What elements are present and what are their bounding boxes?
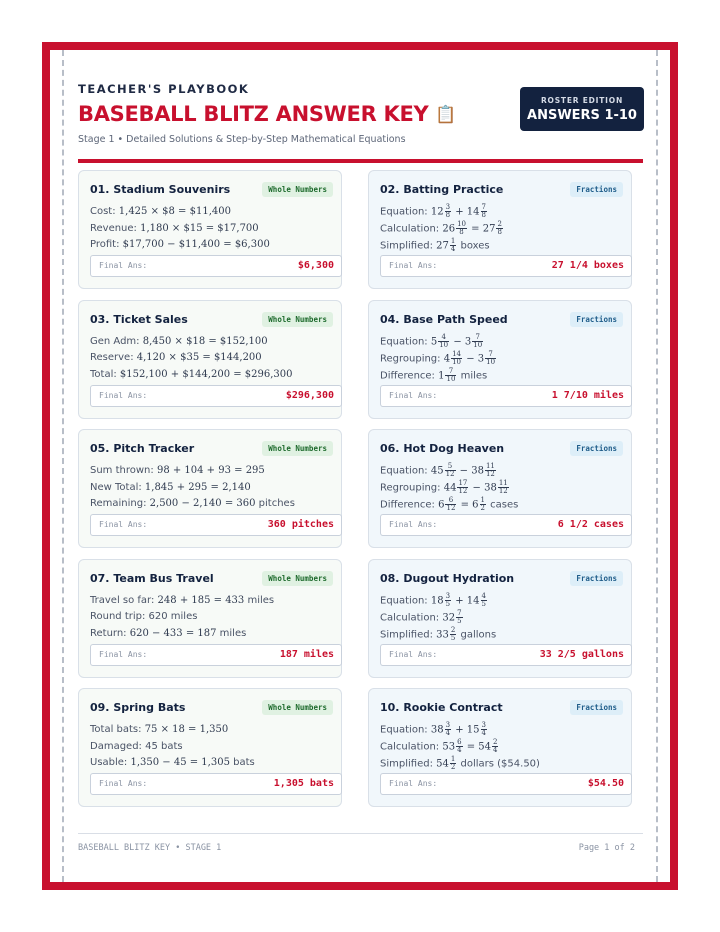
fraction-numerator: 4 (438, 334, 449, 342)
fraction-numerator: 7 (472, 334, 483, 342)
solution-steps (90, 463, 295, 513)
math-expression: + 14 (452, 206, 480, 218)
problem-title: 07. Team Bus Travel (90, 571, 214, 585)
fraction (496, 221, 502, 236)
category-tag: Whole Numbers (262, 441, 333, 456)
fraction-denominator: 10 (486, 357, 496, 366)
final-answer-value: $6,300 (297, 260, 334, 271)
solution-step (380, 593, 496, 610)
clipboard-icon: 📋 (435, 105, 457, 125)
final-answer-label: Final Ans: (99, 261, 148, 270)
math-expression: 53 (442, 741, 456, 753)
fraction (456, 221, 467, 236)
step-text: New Total: (90, 481, 145, 493)
fraction-numerator: 3 (445, 203, 451, 211)
fraction-numerator: 2 (497, 220, 502, 228)
solution-step (90, 626, 274, 643)
solution-step (90, 755, 255, 772)
fraction (498, 480, 509, 495)
math-expression: − 3 (450, 336, 472, 348)
math-expression: − 3 (463, 353, 485, 365)
final-answer-value: 1,305 bats (273, 778, 334, 790)
solution-step (90, 367, 293, 384)
problem-card (368, 688, 632, 807)
problem-card (78, 300, 342, 419)
fraction-denominator: 10 (446, 374, 456, 383)
category-tag: Fractions (570, 182, 623, 197)
math-expression: 26 (442, 223, 456, 235)
math-expression: 45 (430, 465, 444, 477)
math-expression: 1,425 × $8 = $11,400 (118, 206, 231, 217)
problem-card (78, 170, 342, 289)
solution-step (380, 238, 504, 255)
math-expression: 1,350 − 45 = 1,305 (130, 757, 230, 769)
fraction-denominator: 8 (459, 228, 464, 236)
fraction (445, 593, 451, 608)
math-expression: − 38 (469, 482, 497, 494)
step-text: Usable: (90, 757, 131, 769)
fraction (485, 463, 496, 478)
math-expression: 2,500 − 2,140 = 360 (149, 498, 256, 510)
step-text: Cost: (90, 206, 119, 217)
step-text: Equation: (380, 336, 431, 348)
category-tag: Whole Numbers (262, 700, 333, 715)
fraction-denominator: 5 (457, 616, 462, 625)
problem-title: 01. Stadium Souvenirs (90, 183, 231, 196)
fraction (445, 204, 451, 219)
math-expression: = 54 (463, 741, 492, 753)
solution-step (380, 204, 504, 221)
fraction (480, 497, 486, 512)
final-answer-box (90, 255, 342, 277)
fraction-numerator: 6 (457, 738, 462, 747)
fraction (481, 204, 487, 219)
problem-card (368, 559, 632, 678)
header (78, 82, 644, 145)
final-answer-box (90, 385, 342, 407)
step-text: Simplified: (380, 240, 437, 252)
final-answer-box (90, 514, 342, 536)
solution-step (90, 480, 295, 497)
math-expression: = 27 (468, 223, 496, 235)
solution-step (380, 351, 497, 368)
math-expression: 1 (438, 370, 445, 382)
fraction-numerator: 2 (450, 625, 456, 634)
fraction-denominator: 12 (446, 504, 456, 513)
step-text: Damaged: 45 bats (90, 740, 183, 752)
fraction (492, 739, 498, 754)
solution-step (90, 204, 270, 221)
step-text: Difference: (380, 370, 439, 382)
problem-card (78, 688, 342, 807)
edition-badge (520, 87, 644, 131)
solution-step (90, 221, 270, 238)
fraction-denominator: 8 (497, 228, 502, 236)
final-answer-box (380, 514, 632, 536)
fraction-numerator: 4 (481, 591, 486, 600)
step-text: miles (244, 594, 275, 606)
final-answer-value: $54.50 (587, 778, 624, 790)
math-expression: $152,100 + $144,200 = $296,300 (119, 368, 293, 380)
category-tag: Fractions (570, 700, 623, 715)
problem-card (368, 300, 632, 419)
solution-step (90, 739, 255, 756)
math-expression: 32 (442, 612, 456, 624)
step-text: boxes (457, 240, 490, 252)
fraction (451, 351, 462, 366)
final-answer-label: Final Ans: (389, 779, 438, 789)
solution-step (380, 739, 540, 756)
problem-title: 06. Hot Dog Heaven (380, 442, 505, 456)
solution-step (380, 627, 496, 644)
step-text: Equation: (380, 724, 431, 736)
final-answer-label: Final Ans: (99, 390, 148, 400)
fraction (481, 593, 487, 608)
fraction-denominator: 12 (458, 487, 468, 496)
category-tag: Whole Numbers (262, 312, 333, 327)
math-expression: 33 (436, 629, 449, 641)
solution-steps (380, 334, 497, 385)
solution-step (380, 756, 540, 773)
solution-step (380, 480, 518, 497)
final-answer-label: Final Ans: (99, 649, 148, 659)
step-text: Equation: (380, 465, 431, 477)
solution-steps (380, 463, 518, 514)
math-expression: 4,120 × $35 = $144,200 (136, 352, 262, 364)
math-expression: 1,180 × $15 = $17,700 (140, 222, 259, 234)
final-answer-label: Final Ans: (389, 390, 438, 400)
math-expression: 75 × 18 = 1,350 (144, 724, 229, 736)
math-expression: 27 (436, 240, 449, 252)
final-answer-box (380, 773, 632, 795)
fraction-denominator: 12 (445, 470, 455, 479)
fraction-denominator: 8 (445, 211, 451, 219)
fraction-denominator: 4 (445, 729, 451, 738)
fraction-denominator: 4 (481, 729, 486, 738)
final-answer-value: 187 miles (279, 648, 334, 660)
problem-title: 10. Rookie Contract (380, 701, 503, 715)
fraction-numerator: 3 (481, 721, 486, 730)
fraction (445, 497, 456, 512)
math-expression: 12 (430, 206, 444, 218)
page-subtitle: Stage 1 • Detailed Solutions & Step-by-Step Mathematical Equations (78, 134, 406, 145)
solution-step (90, 593, 274, 610)
step-text: Total: (90, 368, 120, 380)
final-answer-box (90, 773, 342, 795)
fraction-denominator: 12 (485, 470, 495, 479)
final-answer-box (380, 644, 632, 666)
fraction (438, 334, 449, 349)
problem-title: 02. Batting Practice (380, 183, 504, 196)
solution-steps (90, 593, 274, 643)
solution-step (90, 237, 270, 254)
final-answer-box (380, 255, 632, 277)
math-expression: $17,700 − $11,400 = $6,300 (122, 239, 270, 250)
step-text: Gen Adm: (90, 335, 143, 347)
solution-step (380, 497, 518, 514)
problem-card (78, 559, 342, 678)
fraction (481, 722, 487, 737)
solution-steps (380, 204, 504, 255)
fraction-numerator: 10 (457, 220, 466, 228)
math-expression: 1,845 + 295 = 2,140 (144, 481, 251, 493)
final-answer-label: Final Ans: (99, 779, 148, 789)
problem-card (368, 429, 632, 548)
fraction (450, 238, 456, 253)
fraction-numerator: 3 (445, 591, 451, 600)
problem-title: 04. Base Path Speed (380, 312, 508, 326)
problem-title: 09. Spring Bats (90, 701, 186, 715)
page-title-text: BASEBALL BLITZ ANSWER KEY (78, 102, 429, 126)
category-tag: Fractions (570, 571, 623, 586)
final-answer-box (90, 644, 342, 666)
step-text: Reserve: (90, 352, 137, 364)
fraction-denominator: 2 (450, 763, 456, 772)
final-answer-value: $296,300 (285, 389, 334, 401)
solution-step (90, 722, 255, 739)
solution-steps (90, 722, 255, 772)
solution-step (90, 463, 295, 480)
fraction-denominator: 5 (450, 633, 456, 642)
math-expression: 38 (430, 724, 444, 736)
fraction-denominator: 2 (480, 504, 485, 513)
math-expression: − 38 (456, 465, 484, 477)
footer-page-number: Page 1 of 2 (578, 843, 635, 853)
solution-steps (380, 722, 540, 773)
step-text: Revenue: (90, 222, 141, 234)
math-expression: + 14 (452, 595, 480, 607)
problem-card (368, 170, 632, 289)
fraction-numerator: 17 (458, 479, 468, 488)
fraction (485, 351, 496, 366)
math-expression: 18 (430, 595, 444, 607)
solution-step (90, 350, 293, 367)
fraction-numerator: 5 (445, 463, 456, 471)
problem-title: 08. Dugout Hydration (380, 571, 515, 585)
final-answer-label: Final Ans: (389, 649, 438, 659)
category-tag: Whole Numbers (262, 571, 333, 586)
fraction-numerator: 7 (481, 203, 486, 211)
step-text: miles (216, 627, 247, 639)
fraction-numerator: 3 (445, 721, 451, 730)
fraction-numerator: 11 (485, 462, 495, 471)
final-answer-value: 27 1/4 boxes (551, 260, 624, 271)
footer-left: BASEBALL BLITZ KEY • STAGE 1 (78, 843, 222, 853)
solution-step (380, 334, 497, 351)
math-expression: 620 − 433 = 187 (129, 627, 217, 639)
fraction-denominator: 4 (457, 746, 462, 755)
math-expression: 6 (438, 499, 445, 511)
solution-step (90, 609, 274, 626)
fraction-denominator: 10 (452, 357, 462, 366)
step-text: cases (486, 499, 519, 511)
fraction-denominator: 10 (439, 340, 449, 349)
footer-divider (78, 833, 643, 834)
solution-step (380, 722, 540, 739)
step-text: Round trip: 620 miles (90, 611, 198, 623)
fraction (456, 739, 462, 754)
category-tag: Fractions (570, 441, 623, 456)
step-text: Calculation: (380, 223, 443, 235)
math-expression: 98 + 104 + 93 = 295 (156, 465, 265, 477)
solution-steps (380, 593, 496, 644)
solution-steps (90, 204, 270, 254)
solution-step (380, 463, 518, 480)
fraction (457, 480, 468, 495)
step-text: Total bats: (90, 724, 145, 736)
math-expression: 4 (443, 353, 451, 365)
math-expression: 248 + 185 = 433 (157, 594, 245, 606)
fraction-numerator: 7 (457, 608, 462, 617)
step-text: Sum thrown: (90, 465, 157, 477)
solution-step (380, 221, 504, 238)
solution-step (90, 496, 295, 513)
step-text: Equation: (380, 595, 431, 607)
fraction-denominator: 5 (481, 599, 486, 608)
step-text: Simplified: (380, 758, 437, 770)
fraction-numerator: 11 (498, 479, 508, 488)
step-text: pitches (255, 498, 295, 510)
category-tag: Whole Numbers (262, 182, 333, 197)
page-frame (42, 42, 678, 890)
step-text: Return: (90, 627, 130, 639)
fraction-denominator: 10 (473, 340, 483, 349)
final-answer-label: Final Ans: (99, 520, 148, 530)
step-text: Profit: (90, 239, 123, 250)
math-expression: 8,450 × $18 = $152,100 (142, 335, 268, 347)
fraction-numerator: 14 (452, 349, 462, 358)
solution-steps (90, 334, 293, 384)
fraction-numerator: 2 (493, 738, 498, 747)
step-text: Remaining: (90, 498, 150, 510)
fraction (456, 610, 462, 625)
step-text: bats (229, 757, 255, 769)
step-text: gallons (457, 629, 497, 641)
final-answer-value: 6 1/2 cases (557, 519, 624, 531)
final-answer-value: 360 pitches (267, 519, 334, 531)
step-text: Simplified: (380, 629, 437, 641)
step-text: Difference: (380, 499, 439, 511)
math-expression: 54 (436, 758, 449, 770)
solution-step (90, 334, 293, 351)
solution-step (380, 368, 497, 385)
problem-card (78, 429, 342, 548)
fraction-numerator: 1 (450, 755, 456, 764)
fraction (472, 334, 483, 349)
final-answer-label: Final Ans: (389, 261, 438, 270)
final-answer-value: 33 2/5 gallons (539, 648, 624, 660)
header-divider (78, 159, 643, 163)
step-text: Regrouping: (380, 353, 444, 365)
badge-edition: ROSTER EDITION (540, 96, 624, 105)
fraction-numerator: 7 (485, 351, 496, 359)
fraction-numerator: 6 (445, 497, 456, 505)
problem-title: 03. Ticket Sales (90, 312, 188, 326)
fraction-denominator: 4 (493, 746, 498, 755)
step-text: Calculation: (380, 741, 443, 753)
category-tag: Fractions (570, 312, 623, 327)
fraction-numerator: 7 (445, 368, 456, 376)
math-expression: 5 (430, 336, 438, 348)
math-expression: 44 (443, 482, 457, 494)
step-text: Calculation: (380, 612, 443, 624)
fraction (450, 627, 456, 642)
fraction-numerator: 1 (450, 237, 456, 245)
step-text: dollars ($54.50) (457, 758, 540, 770)
step-text: Regrouping: (380, 482, 444, 494)
solution-step (380, 610, 496, 627)
right-dashed-border (656, 50, 658, 882)
header-kicker: TEACHER'S PLAYBOOK (78, 82, 250, 96)
badge-answers: ANSWERS 1-10 (527, 108, 637, 123)
fraction (445, 463, 456, 478)
final-answer-value: 1 7/10 miles (551, 389, 624, 401)
fraction-denominator: 12 (498, 487, 508, 496)
step-text: Equation: (380, 206, 431, 218)
fraction (445, 722, 451, 737)
problem-title: 05. Pitch Tracker (90, 442, 195, 456)
step-text: Travel so far: (90, 594, 158, 606)
fraction-denominator: 4 (450, 245, 456, 253)
fraction (450, 756, 456, 771)
fraction (445, 368, 456, 383)
final-answer-box (380, 385, 632, 407)
fraction-denominator: 5 (445, 599, 451, 608)
left-dashed-border (62, 50, 64, 882)
math-expression: = 6 (457, 499, 479, 511)
math-expression: + 15 (452, 724, 480, 736)
fraction-numerator: 1 (480, 496, 485, 505)
final-answer-label: Final Ans: (389, 520, 438, 530)
fraction-denominator: 8 (481, 211, 486, 219)
step-text: miles (457, 370, 488, 382)
